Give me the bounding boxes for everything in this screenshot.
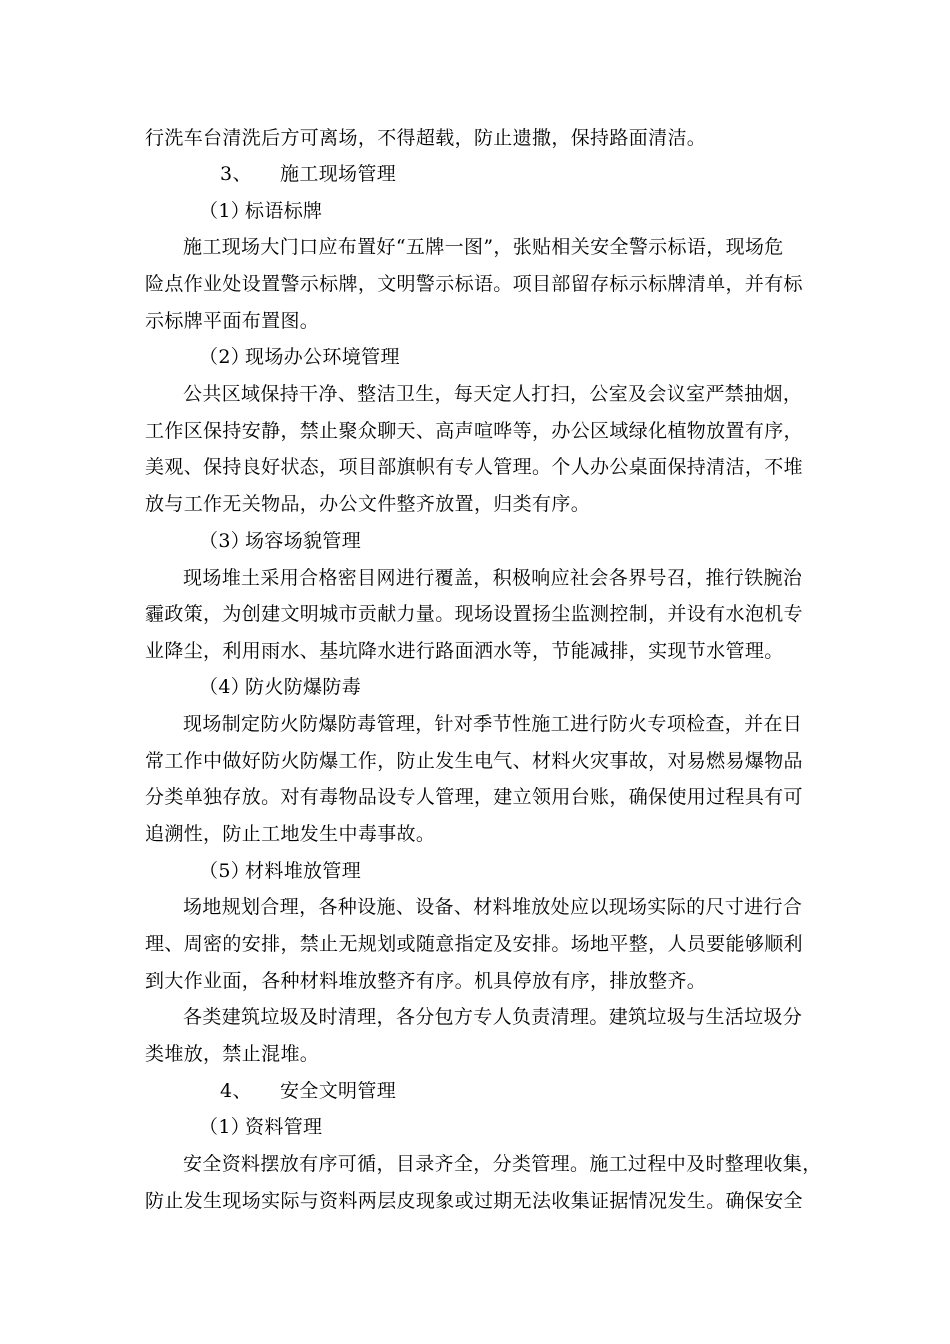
paragraph-line: 霾政策，为创建文明城市贡献力量。现场设置扬尘监测控制，并设有水泡机专 bbox=[145, 603, 803, 625]
paragraph-line: 常工作中做好防火防爆工作，防止发生电气、材料火灾事故，对易燃易爆物品 bbox=[145, 750, 803, 772]
subsection-heading bbox=[199, 675, 361, 699]
subsection-heading bbox=[199, 529, 361, 553]
paragraph-line: 安全资料摆放有序可循，目录齐全，分类管理。施工过程中及时整理收集， bbox=[183, 1153, 822, 1175]
paragraph-line: 分类单独存放。对有毒物品设专人管理，建立领用台账，确保使用过程具有可 bbox=[145, 786, 803, 808]
subsection-heading bbox=[199, 345, 400, 369]
paragraph-line: 防止发生现场实际与资料两层皮现象或过期无法收集证据情况发生。确保安全 bbox=[145, 1190, 803, 1212]
subsection-heading bbox=[199, 1115, 322, 1139]
section-number: 3、 bbox=[220, 163, 252, 185]
paragraph-line: 类堆放，禁止混堆。 bbox=[145, 1043, 320, 1065]
subsection-number: （1） bbox=[199, 1116, 251, 1138]
paragraph-line: 公共区域保持干净、整洁卫生，每天定人打扫，公室及会议室严禁抽烟， bbox=[183, 383, 803, 405]
subsection-number: （5） bbox=[199, 860, 251, 882]
paragraph-line: 理、周密的安排，禁止无规划或随意指定及安排。场地平整，人员要能够顺利 bbox=[145, 933, 803, 955]
subsection-number: （4） bbox=[199, 676, 251, 698]
paragraph-line: 行洗车台清洗后方可离场，不得超载，防止遗撒，保持路面清洁。 bbox=[145, 127, 707, 149]
paragraph-line: 美观、保持良好状态，项目部旗帜有专人管理。个人办公桌面保持清洁，不堆 bbox=[145, 456, 803, 478]
paragraph-line: 施工现场大门口应布置好“五牌一图”，张贴相关安全警示标语，现场危 bbox=[183, 236, 784, 258]
paragraph-line: 追溯性，防止工地发生中毒事故。 bbox=[145, 823, 436, 845]
subsection-title: 场容场貌管理 bbox=[245, 530, 362, 552]
subsection-title: 标语标牌 bbox=[245, 200, 323, 222]
paragraph-line: 场地规划合理，各种设施、设备、材料堆放处应以现场实际的尺寸进行合 bbox=[183, 896, 803, 918]
subsection-heading bbox=[199, 199, 322, 223]
paragraph-line: 示标牌平面布置图。 bbox=[145, 310, 320, 332]
paragraph-line: 险点作业处设置警示标牌，文明警示标语。项目部留存标示标牌清单，并有标 bbox=[145, 273, 803, 295]
subsection-title: 防火防爆防毒 bbox=[245, 676, 362, 698]
subsection-number: （1） bbox=[199, 200, 251, 222]
subsection-heading bbox=[199, 859, 361, 883]
paragraph-line: 到大作业面，各种材料堆放整齐有序。机具停放有序，排放整齐。 bbox=[145, 970, 707, 992]
paragraph-line: 放与工作无关物品，办公文件整齐放置，归类有序。 bbox=[145, 493, 591, 515]
paragraph-line: 现场制定防火防爆防毒管理，针对季节性施工进行防火专项检查，并在日 bbox=[183, 713, 803, 735]
paragraph-line: 工作区保持安静，禁止聚众聊天、高声喧哗等，办公区域绿化植物放置有序， bbox=[145, 420, 803, 442]
subsection-number: （3） bbox=[199, 530, 251, 552]
subsection-title: 现场办公环境管理 bbox=[245, 346, 400, 368]
section-heading: 安全文明管理 bbox=[280, 1080, 397, 1102]
paragraph-line: 现场堆土采用合格密目网进行覆盖，积极响应社会各界号召，推行铁腕治 bbox=[183, 567, 803, 589]
section-number: 4、 bbox=[220, 1080, 252, 1102]
section-heading: 施工现场管理 bbox=[280, 163, 397, 185]
paragraph-line: 业降尘，利用雨水、基坑降水进行路面洒水等，节能减排，实现节水管理。 bbox=[145, 640, 784, 662]
subsection-number: （2） bbox=[199, 346, 251, 368]
subsection-title: 资料管理 bbox=[245, 1116, 323, 1138]
subsection-title: 材料堆放管理 bbox=[245, 860, 362, 882]
paragraph-line: 各类建筑垃圾及时清理，各分包方专人负责清理。建筑垃圾与生活垃圾分 bbox=[183, 1006, 803, 1028]
